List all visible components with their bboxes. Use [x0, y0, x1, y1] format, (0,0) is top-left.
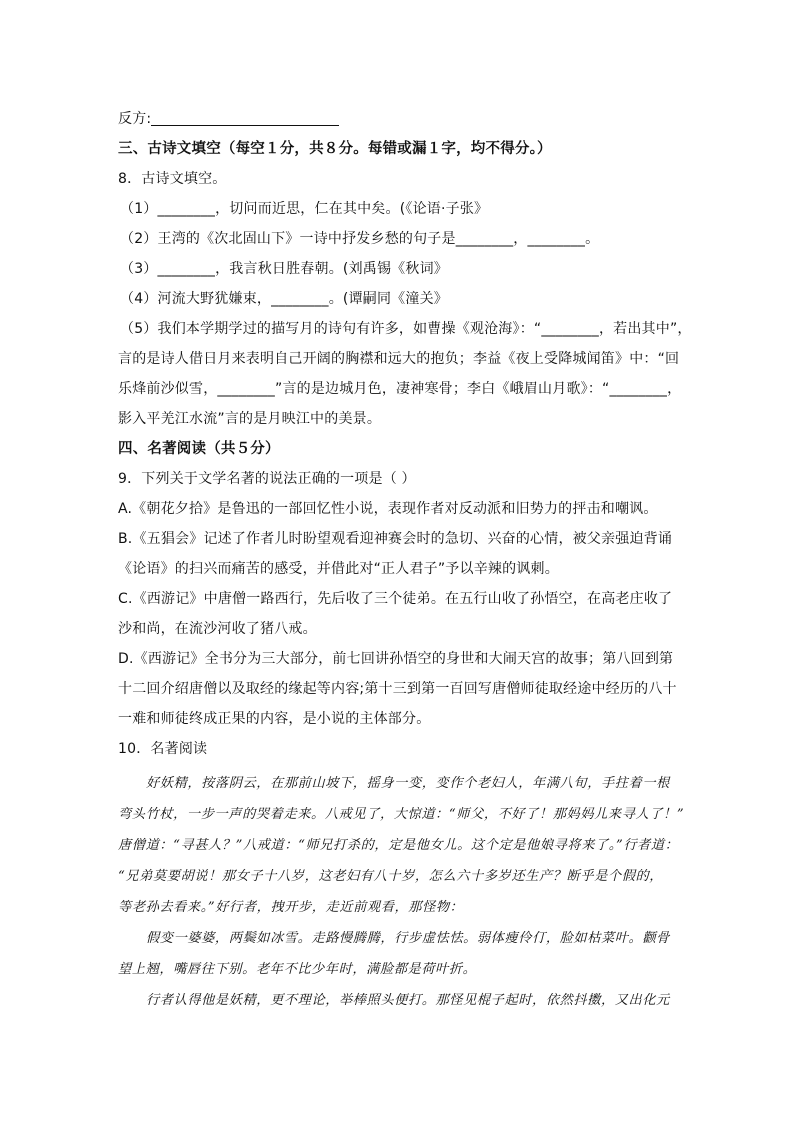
question-10-title: 10．名著阅读 — [118, 741, 208, 757]
reading-excerpt — [118, 768, 688, 1016]
question-8-title: 8．古诗文填空。 — [118, 171, 227, 187]
option-b-line-2: 《论语》的扫兴而痛苦的感受，并借此对“正人君子”予以辛辣的讽刺。 — [118, 561, 559, 577]
option-c-line-2: 沙和尚，在流沙河收了猪八戒。 — [118, 621, 317, 637]
excerpt-line-4: “兄弟莫要胡说！那女子十八岁，这老妇有八十岁，怎么六十多岁还生产？断乎是个假的， — [118, 869, 664, 884]
question-8-item-5-line-1: （5）我们本学期学过的描写月的诗句有许多，如曹操《观沧海》：“________，若出其中”， — [120, 321, 692, 337]
section3-heading: 三、古诗文填空（每空１分，共８分。每错或漏１字，均不得分。） — [118, 141, 552, 157]
option-c-line-1: C.《西游记》中唐僧一路西行，先后收了三个徒弟。在五行山收了孙悟空，在高老庄收了 — [118, 591, 673, 607]
page-content — [118, 104, 692, 1016]
excerpt-line-8: 行者认得他是妖精，更不理论，举棒照头便打。那怪见棍子起时，依然抖擞，又出化元 — [146, 993, 670, 1008]
question-8-item-4: （4）河流大野犹嫌束，________。(谭嗣同《潼关》 — [120, 291, 448, 307]
excerpt-line-6: 假变一婆婆，两鬓如冰雪。走路慢腾腾，行步虚怯怯。弱体瘦伶仃，脸如枯菜叶。颧骨 — [146, 931, 670, 946]
excerpt-line-3: 唐僧道：“寻甚人？”八戒道：“师兄打杀的，定是他女儿。这个定是他娘寻将来了。”行者道： — [118, 838, 679, 853]
answer-blank[interactable] — [151, 109, 339, 126]
question-8-item-3: （3）________，我言秋日胜春朝。(刘禹锡《秋词》 — [120, 261, 448, 277]
option-b-line-1: B.《五猖会》记述了作者儿时盼望观看迎神赛会时的急切、兴奋的心情，被父亲强迫背诵 — [118, 531, 673, 547]
excerpt-line-7: 望上翘，嘴唇往下别。老年不比少年时，满脸都是荷叶折。 — [118, 962, 477, 977]
excerpt-line-2: 弯头竹杖，一步一声的哭着走来。八戒见了，大惊道：“师父，不好了！那妈妈儿来寻人了！” — [118, 807, 685, 822]
section4-heading: 四、名著阅读（共５分） — [118, 441, 280, 457]
option-d-line-2: 十二回介绍唐僧以及取经的缘起等内容;第十三到第一百回写唐僧师徒取经途中经历的八十 — [118, 681, 677, 697]
answer-line-opposing — [118, 104, 688, 134]
option-a-line-1: A.《朝花夕拾》是鲁迅的一部回忆性小说，表现作者对反动派和旧势力的抨击和嘲讽。 — [118, 501, 658, 517]
excerpt-line-1: 好妖精，按落阴云，在那前山坡下，摇身一变，变作个老妇人，年满八旬，手拄着一根 — [146, 776, 670, 791]
answer-label: 反方: — [118, 111, 152, 127]
excerpt-line-5: 等老孙去看来。”好行者，拽开步，走近前观看，那怪物： — [118, 900, 464, 915]
question-8-item-5-line-3: 乐烽前沙似雪，________”言的是边城月色，凄神寒骨；李白《峨眉山月歌》：“________， — [118, 381, 682, 397]
question-8-item-5-line-2: 言的是诗人借日月来表明自己开阔的胸襟和远大的抱负；李益《夜上受降城闻笛》中：“回 — [118, 351, 680, 367]
option-d-line-3: 一难和师徒终成正果的内容，是小说的主体部分。 — [118, 711, 431, 727]
question-8-item-1: （1）________，切问而近思，仁在其中矣。(《论语·子张》 — [120, 201, 489, 217]
question-9-title: 9．下列关于文学名著的说法正确的一项是（ ） — [118, 471, 416, 487]
option-d-line-1: D.《西游记》全书分为三大部分，前七回讲孙悟空的身世和大闹天宫的故事；第八回到第 — [118, 651, 674, 667]
question-8-item-2: （2）王湾的《次北固山下》一诗中抒发乡愁的句子是________，________。 — [120, 231, 600, 247]
question-8-item-5-line-4: 影入平羌江水流”言的是月映江中的美景。 — [118, 411, 382, 427]
